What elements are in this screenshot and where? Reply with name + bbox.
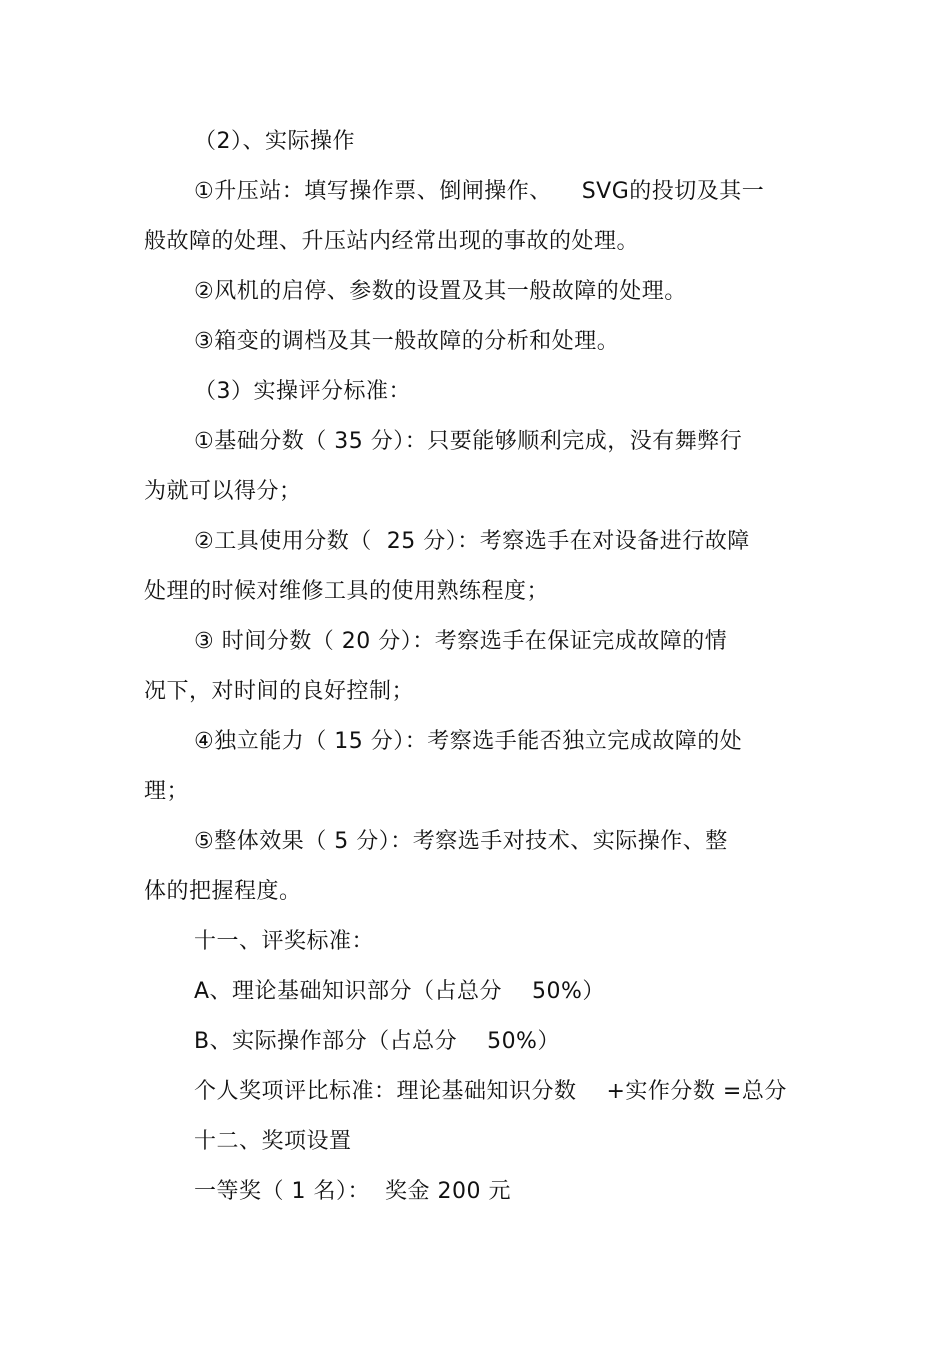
- paragraph-line: ①升压站：填写操作票、倒闸操作、 SVG的投切及其一: [194, 179, 765, 204]
- paragraph-line: B、实际操作部分（占总分 50%）: [194, 1029, 560, 1054]
- paragraph-line: ①基础分数（ 35 分）：只要能够顺利完成，没有舞弊行: [194, 429, 743, 454]
- section-heading-scoring: （3）实操评分标准：: [194, 379, 411, 404]
- paragraph-line: A、理论基础知识部分（占总分 50%）: [194, 979, 605, 1004]
- paragraph-line: 处理的时候对维修工具的使用熟练程度；: [144, 579, 550, 604]
- paragraph-line: ③ 时间分数（ 20 分）：考察选手在保证完成故障的情: [194, 629, 728, 654]
- paragraph-line: 一等奖（ 1 名）： 奖金 200 元: [194, 1179, 511, 1204]
- paragraph-line: 个人奖项评比标准：理论基础知识分数 +实作分数 =总分: [194, 1079, 787, 1104]
- paragraph-line: ②工具使用分数（ 25 分）：考察选手在对设备进行故障: [194, 529, 750, 554]
- paragraph-line: 般故障的处理、升压站内经常出现的事故的处理。: [144, 229, 640, 254]
- paragraph-line: ④独立能力（ 15 分）：考察选手能否独立完成故障的处: [194, 729, 743, 754]
- paragraph-line: ⑤整体效果（ 5 分）：考察选手对技术、实际操作、整: [194, 829, 728, 854]
- paragraph-line: ②风机的启停、参数的设置及其一般故障的处理。: [194, 279, 687, 304]
- paragraph-line: 为就可以得分；: [144, 479, 302, 504]
- section-heading-practical: （2）、实际操作: [194, 129, 355, 154]
- paragraph-line: 况下，对时间的良好控制；: [144, 679, 415, 704]
- section-heading-awards: 十二、奖项设置: [194, 1129, 352, 1154]
- paragraph-line: ③箱变的调档及其一般故障的分析和处理。: [194, 329, 620, 354]
- paragraph-line: 体的把握程度。: [144, 879, 302, 904]
- paragraph-line: 理；: [144, 779, 190, 804]
- section-heading-award-criteria: 十一、评奖标准：: [194, 929, 375, 954]
